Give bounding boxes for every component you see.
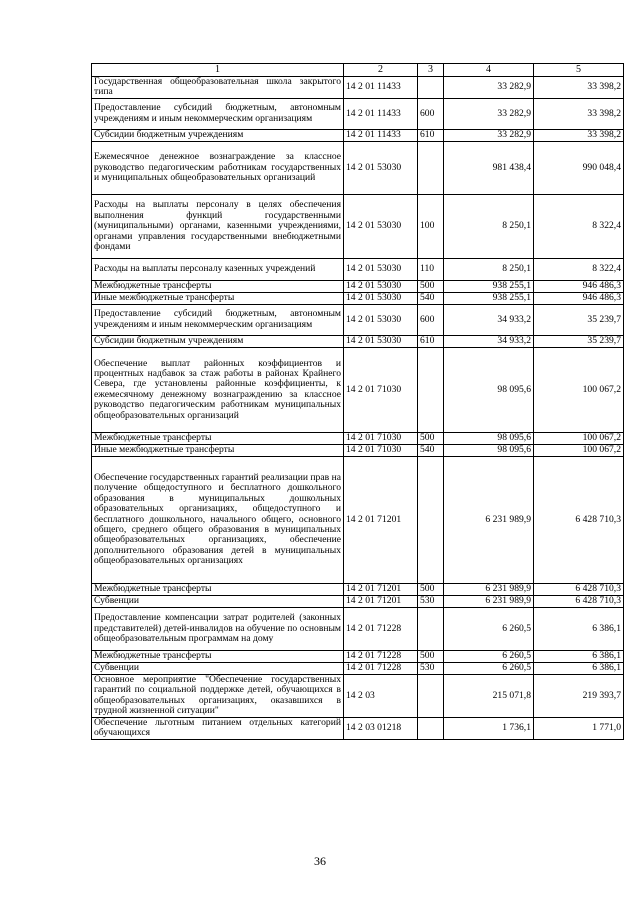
row-expense-type-cell: 500 [418, 432, 444, 444]
budget-table [91, 63, 624, 740]
row-expense-type-cell: 600 [418, 304, 444, 335]
row-code-cell: 14 2 01 11433 [344, 129, 418, 141]
row-name-cell: Расходы на выплаты персоналу в целях обеспечения выполнения функций государственными (муниципальными) органами, казенными учреждениями, органами управления государственными внебюджетными фондами [92, 194, 344, 258]
row-name-cell: Обеспечение льготным питанием отдельных категорий обучающихся [92, 717, 344, 739]
row-code-cell: 14 2 01 71201 [344, 456, 418, 583]
row-expense-type-cell: 610 [418, 335, 444, 347]
row-expense-type-cell [418, 607, 444, 650]
row-value-2-cell: 6 386,1 [534, 662, 624, 674]
row-code-cell: 14 2 01 53030 [344, 280, 418, 292]
row-value-2-cell: 100 067,2 [534, 432, 624, 444]
row-value-1-cell: 98 095,6 [444, 444, 534, 456]
row-expense-type-cell: 530 [418, 662, 444, 674]
row-name-cell: Расходы на выплаты персоналу казенных учреждений [92, 258, 344, 280]
row-value-2-cell: 6 386,1 [534, 650, 624, 662]
row-expense-type-cell: 500 [418, 280, 444, 292]
row-expense-type-cell: 540 [418, 444, 444, 456]
row-expense-type-cell: 500 [418, 583, 444, 595]
row-expense-type-cell: 600 [418, 98, 444, 129]
row-name-cell: Предоставление субсидий бюджетным, автономным учреждениям и иным некоммерческим организациям [92, 304, 344, 335]
row-value-2-cell: 990 048,4 [534, 141, 624, 194]
row-code-cell: 14 2 03 01218 [344, 717, 418, 739]
row-value-2-cell: 100 067,2 [534, 444, 624, 456]
row-expense-type-cell [418, 717, 444, 739]
row-expense-type-cell [418, 141, 444, 194]
row-code-cell: 14 2 01 53030 [344, 292, 418, 304]
row-value-1-cell: 6 231 989,9 [444, 595, 534, 607]
table-body [92, 77, 624, 740]
row-value-2-cell: 35 239,7 [534, 335, 624, 347]
column-header: 3 [418, 64, 444, 77]
table-row [92, 280, 624, 292]
row-name-cell: Субсидии бюджетным учреждениям [92, 335, 344, 347]
row-value-2-cell: 219 393,7 [534, 674, 624, 717]
row-value-2-cell: 8 322,4 [534, 194, 624, 258]
table-row [92, 583, 624, 595]
row-name-cell: Межбюджетные трансферты [92, 280, 344, 292]
row-value-2-cell: 33 398,2 [534, 129, 624, 141]
row-expense-type-cell [418, 347, 444, 432]
row-code-cell: 14 2 03 [344, 674, 418, 717]
table-row [92, 717, 624, 739]
page-number: 36 [314, 854, 326, 868]
row-name-cell: Обеспечение выплат районных коэффициентов и процентных надбавок за стаж работы в районах Крайнего Севера, где установлены районные коэффициенты, к ежемесячному денежному вознаграждению за классное руководство педагогическим работникам муниципальных общеобразовательных организаций [92, 347, 344, 432]
row-value-1-cell: 34 933,2 [444, 304, 534, 335]
row-name-cell: Субсидии бюджетным учреждениям [92, 129, 344, 141]
table-row [92, 347, 624, 432]
row-code-cell: 14 2 01 71030 [344, 444, 418, 456]
row-value-1-cell: 1 736,1 [444, 717, 534, 739]
row-value-2-cell: 6 428 710,3 [534, 595, 624, 607]
row-code-cell: 14 2 01 71228 [344, 662, 418, 674]
table-row [92, 141, 624, 194]
row-value-2-cell: 1 771,0 [534, 717, 624, 739]
row-code-cell: 14 2 01 53030 [344, 141, 418, 194]
table-row [92, 98, 624, 129]
row-value-2-cell: 946 486,3 [534, 280, 624, 292]
row-code-cell: 14 2 01 11433 [344, 77, 418, 99]
row-name-cell: Иные межбюджетные трансферты [92, 444, 344, 456]
column-header: 4 [444, 64, 534, 77]
row-value-1-cell: 981 438,4 [444, 141, 534, 194]
row-code-cell: 14 2 01 11433 [344, 98, 418, 129]
row-value-1-cell: 6 260,5 [444, 662, 534, 674]
row-code-cell: 14 2 01 71228 [344, 650, 418, 662]
row-expense-type-cell [418, 77, 444, 99]
table-row [92, 662, 624, 674]
row-expense-type-cell: 110 [418, 258, 444, 280]
row-code-cell: 14 2 01 71201 [344, 595, 418, 607]
table-row [92, 444, 624, 456]
row-code-cell: 14 2 01 71030 [344, 432, 418, 444]
row-value-2-cell: 946 486,3 [534, 292, 624, 304]
row-value-2-cell: 6 386,1 [534, 607, 624, 650]
row-value-1-cell: 8 250,1 [444, 194, 534, 258]
row-value-1-cell: 938 255,1 [444, 280, 534, 292]
table-row [92, 304, 624, 335]
table-row [92, 129, 624, 141]
column-header: 2 [344, 64, 418, 77]
row-value-1-cell: 98 095,6 [444, 347, 534, 432]
row-expense-type-cell [418, 456, 444, 583]
row-value-1-cell: 33 282,9 [444, 77, 534, 99]
row-value-1-cell: 215 071,8 [444, 674, 534, 717]
row-value-1-cell: 8 250,1 [444, 258, 534, 280]
row-name-cell: Ежемесячное денежное вознаграждение за классное руководство педагогическим работникам государственных и муниципальных общеобразовательных организаций [92, 141, 344, 194]
row-value-1-cell: 6 231 989,9 [444, 583, 534, 595]
row-name-cell: Иные межбюджетные трансферты [92, 292, 344, 304]
table-row [92, 595, 624, 607]
row-name-cell: Государственная общеобразовательная школа закрытого типа [92, 77, 344, 99]
header-row [92, 64, 624, 77]
row-value-2-cell: 8 322,4 [534, 258, 624, 280]
table-row [92, 650, 624, 662]
row-expense-type-cell: 610 [418, 129, 444, 141]
row-code-cell: 14 2 01 53030 [344, 258, 418, 280]
row-expense-type-cell: 540 [418, 292, 444, 304]
table-row [92, 432, 624, 444]
row-code-cell: 14 2 01 53030 [344, 335, 418, 347]
row-code-cell: 14 2 01 53030 [344, 304, 418, 335]
row-code-cell: 14 2 01 53030 [344, 194, 418, 258]
row-name-cell: Обеспечение государственных гарантий реализации прав на получение общедоступного и бесплатного дошкольного образования в муниципальных дошкольных образовательных организациях, общедоступного и бесплатного дошкольного, начального общего, основного общего, среднего общего образования в муниципальных общеобразовательных организациях, обеспечение дополнительного образования детей в муниципальных общеобразовательных организациях [92, 456, 344, 583]
table-row [92, 335, 624, 347]
row-value-2-cell: 33 398,2 [534, 77, 624, 99]
row-value-1-cell: 33 282,9 [444, 129, 534, 141]
table-row [92, 258, 624, 280]
row-name-cell: Предоставление субсидий бюджетным, автономным учреждениям и иным некоммерческим организациям [92, 98, 344, 129]
row-value-2-cell: 6 428 710,3 [534, 456, 624, 583]
row-code-cell: 14 2 01 71030 [344, 347, 418, 432]
row-name-cell: Основное мероприятие "Обеспечение государственных гарантий по социальной поддержке детей, обучающихся в общеобразовательных организациях, оказавшихся в трудной жизненной ситуации" [92, 674, 344, 717]
row-value-2-cell: 33 398,2 [534, 98, 624, 129]
table-row [92, 607, 624, 650]
row-name-cell: Субвенции [92, 595, 344, 607]
column-header: 1 [92, 64, 344, 77]
table-row [92, 674, 624, 717]
row-name-cell: Межбюджетные трансферты [92, 432, 344, 444]
column-header: 5 [534, 64, 624, 77]
row-expense-type-cell [418, 674, 444, 717]
row-value-1-cell: 938 255,1 [444, 292, 534, 304]
row-value-1-cell: 98 095,6 [444, 432, 534, 444]
row-name-cell: Предоставление компенсации затрат родителей (законных представителей) детей-инвалидов на обучение по основным общеобразовательным программам на дому [92, 607, 344, 650]
row-value-1-cell: 6 231 989,9 [444, 456, 534, 583]
row-expense-type-cell: 530 [418, 595, 444, 607]
row-code-cell: 14 2 01 71228 [344, 607, 418, 650]
row-value-1-cell: 33 282,9 [444, 98, 534, 129]
row-value-1-cell: 6 260,5 [444, 650, 534, 662]
row-value-2-cell: 6 428 710,3 [534, 583, 624, 595]
row-name-cell: Субвенции [92, 662, 344, 674]
row-value-2-cell: 100 067,2 [534, 347, 624, 432]
row-code-cell: 14 2 01 71201 [344, 583, 418, 595]
row-value-1-cell: 34 933,2 [444, 335, 534, 347]
table-row [92, 77, 624, 99]
table-row [92, 194, 624, 258]
row-value-1-cell: 6 260,5 [444, 607, 534, 650]
row-value-2-cell: 35 239,7 [534, 304, 624, 335]
table-row [92, 292, 624, 304]
row-expense-type-cell: 100 [418, 194, 444, 258]
row-name-cell: Межбюджетные трансферты [92, 650, 344, 662]
row-expense-type-cell: 500 [418, 650, 444, 662]
row-name-cell: Межбюджетные трансферты [92, 583, 344, 595]
table-row [92, 456, 624, 583]
